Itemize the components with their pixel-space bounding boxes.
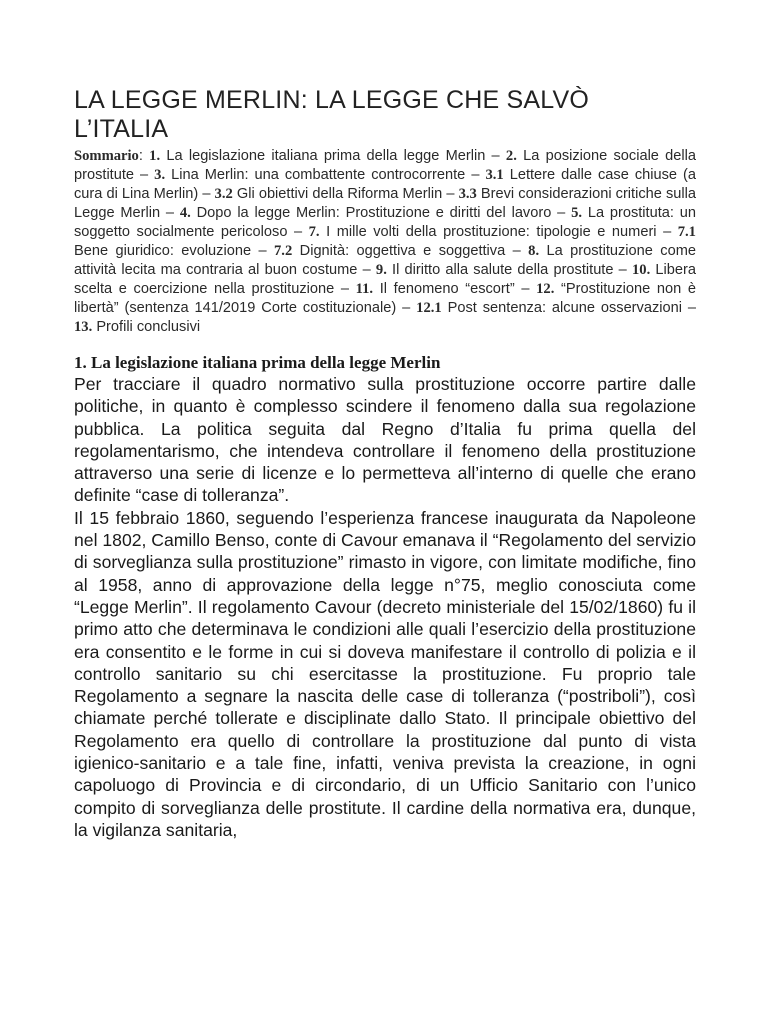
summary-entry-text: Post sentenza: alcune osservazioni — [447, 300, 682, 316]
summary-entry-text: Lettere dalle case chiuse (a cura di Lina Merlin) — [74, 167, 696, 202]
summary-entry-number: 7.1 — [677, 224, 696, 240]
summary-entry-number: 9. — [375, 262, 387, 278]
summary-entry-number: 3.1 — [485, 167, 504, 183]
title-line-1: LA LEGGE MERLIN: LA LEGGE CHE SALVÒ — [74, 86, 590, 114]
summary-entry-text: La legislazione italiana prima della legge Merlin — [166, 148, 486, 164]
section-body — [74, 373, 696, 841]
summary-entry-number: 8. — [528, 243, 540, 259]
summary-entry-number: 11. — [355, 281, 374, 297]
document-title — [74, 86, 696, 144]
summary-entry-text: “Prostituzione non è libertà” (sentenza 141/2019 Corte costituzionale) — [74, 281, 697, 316]
summary-entry-number: 5. — [571, 205, 583, 221]
summary-label: Sommario — [74, 148, 139, 164]
summary-entry-number: 3.3 — [458, 186, 477, 202]
summary-entry-text: Dignità: oggettiva e soggettiva — [299, 243, 506, 259]
summary-entry-text: Dopo la legge Merlin: Prostituzione e diritti del lavoro — [196, 205, 552, 221]
summary-entry-number: 7.2 — [274, 243, 293, 259]
summary-entry-text: Libera scelta e coercizione nella prostituzione — [74, 262, 696, 297]
summary-entry-text: Gli obiettivi della Riforma Merlin — [236, 186, 443, 202]
summary-entry-number: 10. — [631, 262, 651, 278]
summary-entry-text: Brevi considerazioni critiche sulla Legge Merlin — [74, 186, 696, 221]
summary-entry-number: 4. — [179, 205, 191, 221]
summary-entry-number: 3. — [154, 167, 166, 183]
summary-entry-text: La prostituta: un soggetto socialmente pericoloso — [74, 205, 696, 240]
summary-entry-number: 12. — [536, 281, 555, 297]
summary-entry-text: Il fenomeno “escort” — [379, 281, 515, 297]
summary-entry-text: Bene giuridico: evoluzione — [74, 243, 252, 259]
summary-entry-text: Profili conclusivi — [96, 319, 201, 335]
summary-block: Sommario: 1. La legislazione italiana prima della legge Merlin – 2. La posizione sociale della prostitute – 3. Lina Merlin: una combattente controcorrente – 3.1 Lettere dalle case chiuse (a cura di Lina Merlin) – 3.2 Gli obiettivi della Riforma Merlin – 3.3 Brevi considerazioni critiche sulla Legge Merlin – 4. Dopo la legge Merlin: Prostituzione e diritti del lavoro – 5. La prostituta: un soggetto socialmente pericoloso – 7. I mille volti della prostituzione: tipologie e numeri – 7.1 Bene giuridico: evoluzione – 7.2 Dignità: oggettiva e soggettiva – 8. La prostituzione come attività lecita ma contraria al buon costume – 9. Il diritto alla salute della prostitute – 10. Libera scelta e coercizione nella prostituzione – 11. Il fenomeno “escort” – 12. “Prostituzione non è libertà” (sentenza 141/2019 Corte costituzionale) – 12.1 Post sentenza: alcune osservazioni – 13. Profili conclusivi — [74, 148, 697, 335]
title-line-2: L’ITALIA — [74, 115, 169, 143]
summary-entry-text: Lina Merlin: una combattente controcorrente — [171, 167, 466, 183]
body-paragraph: Per tracciare il quadro normativo sulla prostituzione occorre partire dalle politiche, in quanto è complesso scindere il fenomeno dalla sua regolazione pubblica. La politica seguita dal Regno d’Italia fu prima quella del regolamentarismo, che intendeva controllare il fenomeno della prostituzione attraverso una serie di licenze e lo permetteva all’interno di quelle che erano definite “case di tolleranza”. — [74, 374, 696, 506]
summary-entry-number: 2. — [505, 148, 517, 164]
summary-entry-text: La posizione sociale della prostitute — [74, 148, 696, 183]
summary-entry-number: 7. — [308, 224, 320, 240]
summary-entry-text: Il diritto alla salute della prostitute — [392, 262, 614, 278]
summary-entry-number: 1. — [149, 148, 161, 164]
summary-entry-number: 13. — [74, 319, 93, 335]
body-paragraph: Il 15 febbraio 1860, seguendo l’esperienza francese inaugurata da Napoleone nel 1802, Camillo Benso, conte di Cavour emanava il “Regolamento del servizio di sorveglianza sulla prostituzione” rimasto in vigore, con limitate modifiche, fino al 1958, anno di approvazione della legge n°75, meglio conosciuta come “Legge Merlin”. Il regolamento Cavour (decreto ministeriale del 15/02/1860) fu il primo atto che determinava le condizioni alle quali l’esercizio della prostituzione era consentito e le forme in cui si doveva manifestare il controllo di polizia e il controllo sanitario su chi esercitasse la prostituzione. Fu proprio tale Regolamento a segnare la nascita delle case di tolleranza (“postriboli”), così chiamate perché tollerate e disciplinate dallo Stato. Il principale obiettivo del Regolamento era quello di controllare la prostituzione dal punto di vista igienico-sanitario e a tale fine, infatti, veniva prevista la creazione, in ogni capoluogo di Provincia e di circondario, di un Ufficio Sanitario con l’unico compito di sorveglianza delle prostitute. Il cardine della normativa era, dunque, la vigilanza sanitaria, — [74, 507, 696, 840]
section-heading: 1. La legislazione italiana prima della legge Merlin — [74, 353, 441, 372]
summary-entry-number: 12.1 — [416, 300, 442, 316]
summary-entry-number: 3.2 — [214, 186, 233, 202]
summary-entry-text: I mille volti della prostituzione: tipologie e numeri — [326, 224, 657, 240]
summary-entry-text: La prostituzione come attività lecita ma contraria al buon costume — [74, 243, 696, 278]
